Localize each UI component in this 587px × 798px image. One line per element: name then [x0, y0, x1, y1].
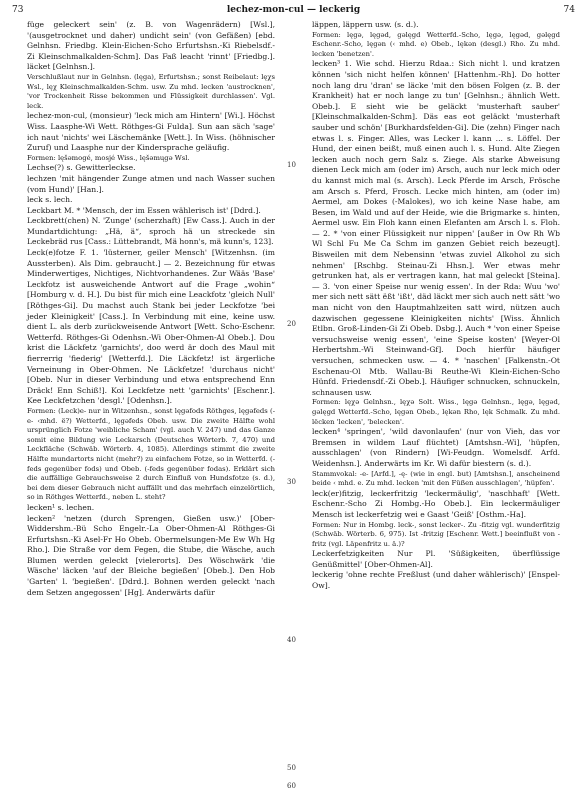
entry-paragraph: leckerig 'ohne rechte Freßlust (und daher wählerisch)' [Enspel-Ow]. — [312, 570, 560, 591]
entry-paragraph: Leckerfetzigkeiten Nur Pl. 'Süßigkeiten, überflüssige Genüßmittel' [Ober-Ohmen-Al]. — [312, 549, 560, 569]
entry-note: Verschlußlaut nur in Gelnhsn. (lęga), Erfurtshsn.; sonst Reibelaut: lęχs Wsl., lęχ Kleinschmalkalden-Schm. usw. Zu mhd. lecken 'austrocknen', 'vor Trockenheit Risse bekommen und Flüssigkeit durchlassen'. Vgl. leck. — [27, 72, 275, 110]
entry-note: Formen: lęšəmogé, mosjé Wiss., lęšəmųgə Wsl. — [27, 153, 190, 162]
page-number-right: 74 — [563, 5, 575, 15]
entry-paragraph: lecken¹ s. lechen. — [27, 502, 95, 512]
entry-paragraph: leck(er)fitzig, leckerfritzig 'leckermäulig', 'naschhaft' [Wett. Eschenr.-Scho Zi Hombg.-Ho Obeb.]. Ein leckermäuliger Mensch ist leckerfetzig wei e Gaast 'Geiß' [Osthm.-Ha]. — [312, 488, 560, 519]
entry-paragraph: lecken⁴ 'springen', 'wild davonlaufen' (nur von Vieh, das vor Bremsen in wildem Lauf flüchtet) [Amtshsn.-Wi], 'hüpfen, ausschlagen' (von Rindern) [Wi-Feudgn. Womelsdf. Arfd. Weidenhsn.]. Anderwärts im Kr. Wi dafür biestern (s. d.). — [312, 427, 560, 468]
entry-paragraph: Leck(e)fotze F. 1. 'lüsterner, geiler Mensch' [Witzenhsn. (im Aussterben). Als Dim. gebraucht.] — 2. Bezeichnung für etwas Minderwertiges, Nichtiges, Nichtvorhandenes. Zur Wääs 'Base' Leckfotz ist ausweichende Antwort auf die Frage „wohin“ [Homburg v. d. H.]. Du bist für mich eine Leackfotz 'gleich Null' [Röthges-Gi]. Du machst auch Stank bei jeder Leckfotze 'bei jeder Kleinigkeit' [Cass.]. In Verbindung mit eine, keine usw. dient L. als derb zurückweisende Antwort [Wett. Scho-Eschenr. Wetterfd. Röthges-Gi Odenhsn.-Wi Ober-Ohmen-Al Obeb.]. Dou krist die Läckfetz 'garnichts', doo werd är doch des Maul mit fierrerrig 'fiederig' [Wetterfd.]. Die Läckfetz! ist ärgerliche Verneinung in Ober-Ohmen. Ne Läckfetze! 'durchaus nicht' [Obeb. Nur in dieser Verbindung und etwa entsprechend Enn Dräck! Enn Schiß!]. Koi Leckfetze nett 'garnichts' [Eschenr.]. Kee Leckfetzchen 'desgl.' [Odenhsn.]. — [27, 248, 275, 406]
page-number-left: 73 — [12, 5, 24, 15]
line-number-gutter — [287, 20, 301, 790]
page-header — [8, 5, 579, 19]
entry-note: Formen: lęgə, lęgəd, gəlęgd Wetterfd.-Scho, lęgə, lęgəd, gəlęgd Eschenr.-Scho, lęgən (‹ mhd. e) Obeb., lękən (desgl.) Rho. Zu mhd. lecken 'benetzen'. — [312, 30, 560, 58]
entry-paragraph: Leckbart M. * 'Mensch, der im Essen wählerisch ist' [Ddrd.]. — [27, 205, 261, 215]
entry-note: Formen: Nur in Hombg. leck-, sonst lecker-. Zu -fitzig vgl. wunderfitzig (Schwäb. Wörterb. 6, 975). Ist -fritzig [Eschenr. Wett.] beeinflußt von -fritz (vgl. Läpenfritz u. ä.)? — [312, 520, 560, 548]
entry-paragraph: Lechse(?) s. Gewitterleckse. — [27, 163, 136, 173]
entry-paragraph: läppen, läppern usw. (s. d.). — [312, 20, 419, 29]
line-number: 60 — [287, 782, 296, 790]
entry-paragraph: lechzen 'mit hängender Zunge atmen und nach Wasser suchen (vom Hund)' [Han.]. — [27, 173, 275, 194]
entry-note: Stammvokal: -e- [Arfd.], -ę- (wie in engl. but) [Amtshsn.], anscheinend beide ‹ mhd. e. Zu mhd. lecken 'mit den Füßen ausschlagen', 'hüpfen'. — [312, 469, 560, 488]
line-number: 40 — [287, 636, 296, 644]
entry-paragraph: leck s. lech. — [27, 195, 73, 205]
line-number: 20 — [287, 320, 296, 328]
right-column — [312, 20, 560, 592]
entry-note: Formen: lęχə Gelnhsn., lęχə Solt. Wiss., lęgə Gelnhsn., lęgə, lęgəd, gəlęgd Wetterfd.-Scho, lęgən Obeb., lękən Rho, lęk Schmalk. Zu mhd. lëcken 'lecken', 'belecken'. — [312, 398, 560, 426]
entry-paragraph: lechez-mon-cul, (monsieur) 'leck mich am Hintern' [Wi.]. Höchst Wiss. Laasphe-Wi Wett. Röthges-Gi Fulda]. Sun aan säch 'sage' ich naut 'nichts' wei Läschemänke [Wett.]. In Wiss. (höhnischer Zuruf) und Laasphe nur der Kindersprache geläufig. — [27, 111, 275, 153]
entry-note: Formen: (Leck)e- nur in Witzenhsn., sonst lęgəfods Röthges, lęgəfeds (-e- ‹mhd. ë?) Wetterfd., lęgəfeds Obeb. usw. Die zweite Hälfte wohl ursprünglich Fotze 'weibliche Scham' (vgl. auch V. 247) und das Ganze somit eine Bildung wie Leckarsch (Deutsches Wörterb. 7, 470) und Leckfläche (Schwäb. Wörterb. 4, 1085). Allerdings stimmt die zweite Hälfte mundartorts nicht (mehr?) zu einfachem Fotze, so in Wetterfd. (-feds gegenüber fods) und Obeb. (-feds gegenüber fodas). Erklärt sich die auffällige Gebrauchsweise 2 durch Einfluß von Hundsfotze (s. d.), bei dem dieser Gebrauch nicht auffällt und das mehrfach einzelörtlich, so in Röthges Wetterfd., neben L. steht? — [27, 406, 275, 502]
line-number: 50 — [287, 764, 296, 772]
entry-paragraph: lecken³ 1. Wie schd. Hierzu Rdaa.: Sich nicht l. und kratzen können 'sich nicht helfen können' [Hattenhm.-Rh]. Do hotter noch lang dru 'dran' se läcke 'mit den bösen Folgen (z. B. der Krankheit) hat er noch lange zu tun' [Gelnhsn.; ähnlich Wett. Obeb.]. E sieht wie be geläckt 'musterhaft sauber' [Kleinschmalkalden-Schm]. Däs eas eot geläckt 'musterhaft sauber und schön' [Burkhardsfelden-Gi]. Die (zehn) Finger nach etwas l. s. Finger. Alles, was Lecker l. kann ... s. Löffel. Der Hund, der einen beißt, muß einen auch l. s. Hund. Alte Ziegen lecken auch noch gern Salz s. Ziege. Als starke Abweisung dienen Leck mich am (oder im) Arsch, auch nur leck mich oder du kannst mich mal (s. Arsch). Leck Pferde im Arsch, Frösche am Arsch s. Pferd, Frosch. Lecke mich hinten, am (oder im) Aermel, am Dokes (-Malokes), wo ich keine Nase habe, am Besen, im Wald und auf der Heide, wie die Brigmarke s. hinten, Aermel usw. Ein Floh kann einen Elefanten am Arsch l. s. Floh. — 2. * 'von einer Flüssigkeit nur nippen' [außer in Ow Rh Wb Wl Schl Fu Me Ca Schm im ganzen Gebiet reich bezeugt]. Bisweilen mit dem Nebensinn 'etwas zuviel Alkohol zu sich nehmen' [Rschbg. Steinau-Zi Hhsn.]. Wer etwas mehr getrunken hat, als er vertragen kann, hat mal geleckt [Steina]. — 3. 'von einer Speise nur wenig essen'. In der Rda: Wuu 'wo' mer sich nett sätt ëßt 'ißt', däd läckt mer sich auch nett sätt 'wo man nicht von den Hauptmahlzeiten satt wird, nützen auch dazwischen gegessene Kleinigkeiten nichts' [Wiss. Ähnlich Etlbn. Groß-Linden-Gi Zi Obeb. Dsbg.]. Auch * 'von einer Speise versuchsweise wenig essen', 'eine Speise kosten' [Weyer-Ol Herbertshm.-Wi Steinwand-Gf]. Doch hierfür häufiger versuchen, schmecken usw. — 4. * 'naschen' [Falkenstn.-Ot Eschenau-Ol Mtb. Wallau-Bi Reuthe-Wi Klein-Eichen-Scho Hünfd. Friedensdf.-Zi Obeb.]. Häufiger schnucken, schnuckeln, schnausen usw. — [312, 59, 560, 397]
entry-paragraph: Leckbrett(chen) N. 'Zunge' (scherzhaft) [Ew Cass.]. Auch in der Mundartdichtung: „Hä, ä“, sproch hä un streckede sin Leckebräd rus [Cass.: Lüttebrandt, Mä honn's, mä kunn's, 123]. — [27, 216, 275, 247]
line-number: 30 — [287, 478, 296, 486]
line-number: 10 — [287, 161, 296, 169]
running-title: lechez-mon-cul — leckerig — [226, 5, 361, 15]
entry-paragraph: lecken² 'netzen (durch Sprengen, Gießen usw.)' [Ober-Widdershm.-Bü Scho Engelr.-La Ober-Ohmen-Al Röthges-Gi Erfurtshsn.-Ki Asel-Fr Ho Obeb. Obermelsungen-Me Ew Wh Hg Rho.]. Die Straße vor dem Fegen, die Stube, die Wäsche, auch Blumen werden geleckt [vielerorts]. Des Wöschwärk 'die Wäsche' läcken 'auf der Bleiche begießen' [Obeb.]. Den Hob 'Garten' l. 'begießen'. [Ddrd.]. Bohnen werden geleckt 'nach dem Setzen angegossen' [Hg]. Anderwärts dafür — [27, 513, 275, 597]
left-column — [27, 20, 275, 598]
entry-paragraph: füge geleckert sein' (z. B. von Wagenrädern) [Wsl.], '(ausgetrocknet und daher) undicht sein' (von Gefäßen) [ebd. Gelnhsn. Friedbg. Klein-Eichen-Scho Erfurtshsn.-Ki Riebelsdf.-Zi Kleinschmalkalden-Schm]. Das Faß leacht 'rinnt' [Friedbg.]. läcket [Gelnhsn.]. — [27, 20, 275, 72]
